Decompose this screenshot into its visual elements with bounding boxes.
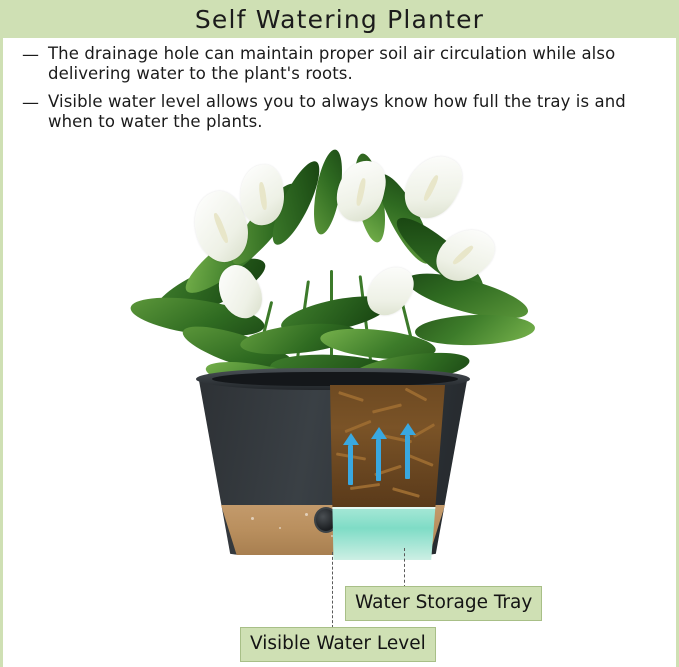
water-level-line xyxy=(330,507,445,509)
soil-fiber xyxy=(338,391,364,402)
cutaway-cross-section xyxy=(330,385,445,560)
cork-speck xyxy=(279,527,281,529)
list-item xyxy=(22,92,672,132)
bullet-text: Visible water level allows you to always know how full the tray is and when to water the plants. xyxy=(48,92,626,131)
callout-water-storage-tray: Water Storage Tray xyxy=(345,586,542,621)
cork-speck xyxy=(331,535,333,537)
cork-speck xyxy=(251,517,254,520)
leader-line-water-level xyxy=(332,552,333,628)
bullet-text: The drainage hole can maintain proper soil air circulation while also delivering water to the plant's roots. xyxy=(48,44,616,83)
bullet-dash-icon: — xyxy=(22,93,39,113)
page-title: Self Watering Planter xyxy=(194,4,485,34)
soil-fiber xyxy=(350,483,380,490)
soil-fiber xyxy=(392,487,420,498)
soil-fiber xyxy=(344,420,371,433)
callout-visible-water-level: Visible Water Level xyxy=(240,627,436,662)
soil-fiber xyxy=(408,454,433,467)
title-banner xyxy=(0,0,679,38)
list-item xyxy=(22,44,672,84)
product-photo xyxy=(0,140,679,580)
water-reservoir xyxy=(330,507,445,560)
cork-speck xyxy=(305,513,308,516)
plant-leaf xyxy=(415,313,536,347)
soil-fiber xyxy=(405,388,428,402)
soil-fiber xyxy=(372,403,402,413)
leader-line-storage-tray xyxy=(404,548,405,588)
bullet-dash-icon: — xyxy=(22,45,39,65)
soil-fiber xyxy=(413,423,435,438)
feature-bullet-list xyxy=(22,44,672,140)
pot-rim-inner xyxy=(212,372,458,386)
